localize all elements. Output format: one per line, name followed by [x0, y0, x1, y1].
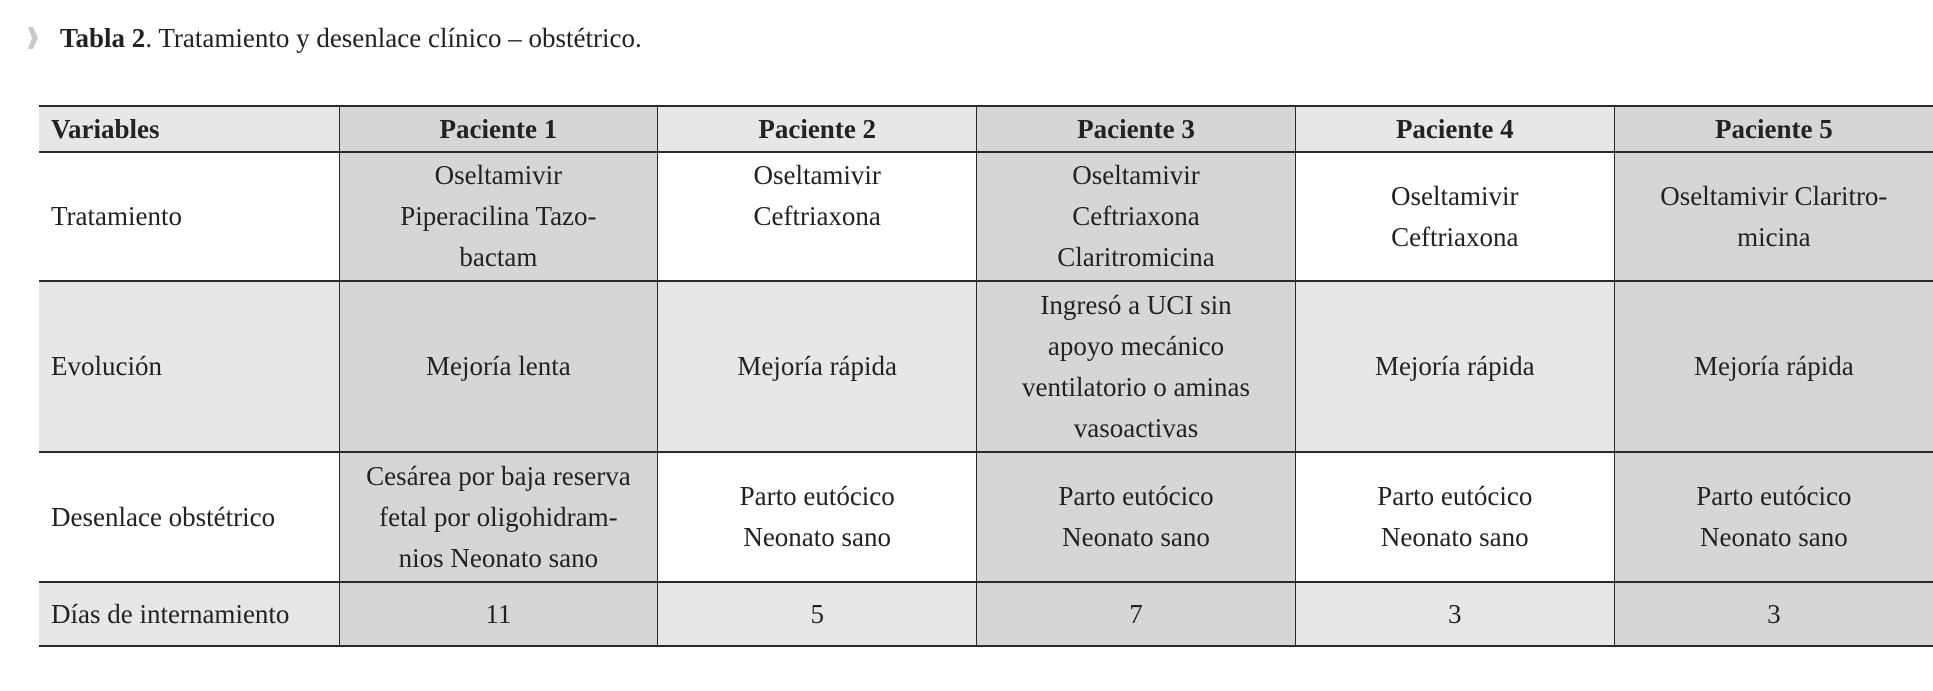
cell-line: Oseltamivir [1072, 160, 1200, 190]
table-cell: 11 [339, 582, 658, 646]
cell-line: ventilatorio o aminas [1022, 371, 1250, 402]
table-cell [1614, 452, 1933, 582]
cell-line: Oseltamivir [1391, 180, 1519, 211]
row-label: Desenlace obstétrico [39, 452, 339, 582]
cell-line: vasoactivas [1073, 412, 1199, 443]
cell-line: Ceftriaxona [1391, 221, 1519, 252]
table-cell [977, 281, 1296, 452]
row-label: Días de internamiento [39, 582, 339, 646]
caption-marker-icon [28, 27, 38, 49]
cell-line: Ceftriaxona [753, 201, 881, 231]
table-cell [1614, 152, 1933, 281]
cell-line: Neonato sano [1062, 522, 1210, 552]
table-row [39, 452, 1933, 582]
cell-line: bactam [459, 242, 538, 272]
cell-line: micina [1737, 221, 1811, 252]
header-paciente-2: Paciente 2 [658, 106, 977, 152]
table-cell [658, 452, 977, 582]
cell-line: Oseltamivir [434, 160, 563, 190]
table-cell [339, 152, 658, 281]
row-label: Evolución [39, 281, 339, 452]
header-paciente-5: Paciente 5 [1614, 106, 1933, 152]
cell-line: Mejoría rápida [737, 351, 898, 381]
cell-line: Neonato sano [1699, 522, 1848, 552]
cell-line: Oseltamivir [753, 160, 881, 190]
cell-line: Piperacilina Tazo- [400, 201, 597, 231]
table-cell [1295, 281, 1614, 452]
table-cell [1295, 152, 1614, 281]
table-cell [658, 281, 977, 452]
cell-line: fetal por oligohidram- [379, 501, 618, 532]
results-table [39, 105, 1933, 647]
cell-line: Cesárea por baja reserva [366, 460, 631, 491]
table-cell: 3 [1614, 582, 1933, 646]
table-cell [658, 152, 977, 281]
row-label: Tratamiento [39, 152, 339, 281]
cell-line: Mejoría rápida [1374, 351, 1535, 381]
table-cell [339, 281, 658, 452]
caption-text: . Tratamiento y desenlace clínico – obstétrico. [145, 22, 642, 53]
cell-line: Parto eutócico [739, 481, 895, 511]
table-cell [977, 152, 1296, 281]
cell-line: apoyo mecánico [1047, 330, 1225, 361]
cell-line: Neonato sano [1380, 522, 1529, 552]
table-caption [28, 18, 642, 58]
cell-line: Ingresó a UCI sin [1040, 289, 1232, 320]
table-cell: 5 [658, 582, 977, 646]
table-cell [977, 452, 1296, 582]
cell-line: Mejoría lenta [426, 351, 571, 381]
caption-label: Tabla 2 [60, 22, 146, 53]
cell-line: Ceftriaxona [1072, 201, 1200, 231]
header-variables: Variables [39, 106, 339, 152]
table-cell [1295, 452, 1614, 582]
cell-line: Parto eutócico [1696, 481, 1852, 511]
cell-line: Neonato sano [743, 522, 892, 552]
cell-line: Parto eutócico [1377, 481, 1533, 511]
header-paciente-4: Paciente 4 [1295, 106, 1614, 152]
table-cell: 3 [1295, 582, 1614, 646]
header-paciente-1: Paciente 1 [339, 106, 658, 152]
table-row [39, 281, 1933, 452]
cell-line: Parto eutócico [1058, 481, 1214, 511]
cell-line: Oseltamivir Claritro- [1660, 180, 1888, 211]
cell-line: nios Neonato sano [398, 542, 599, 573]
table-row [39, 152, 1933, 281]
header-paciente-3: Paciente 3 [977, 106, 1296, 152]
table-cell [1614, 281, 1933, 452]
cell-line: Mejoría rápida [1694, 351, 1854, 381]
header-row [39, 106, 1933, 152]
table-cell: 7 [977, 582, 1296, 646]
cell-line: Claritromicina [1057, 242, 1215, 272]
table-row [39, 582, 1933, 646]
table-cell [339, 452, 658, 582]
